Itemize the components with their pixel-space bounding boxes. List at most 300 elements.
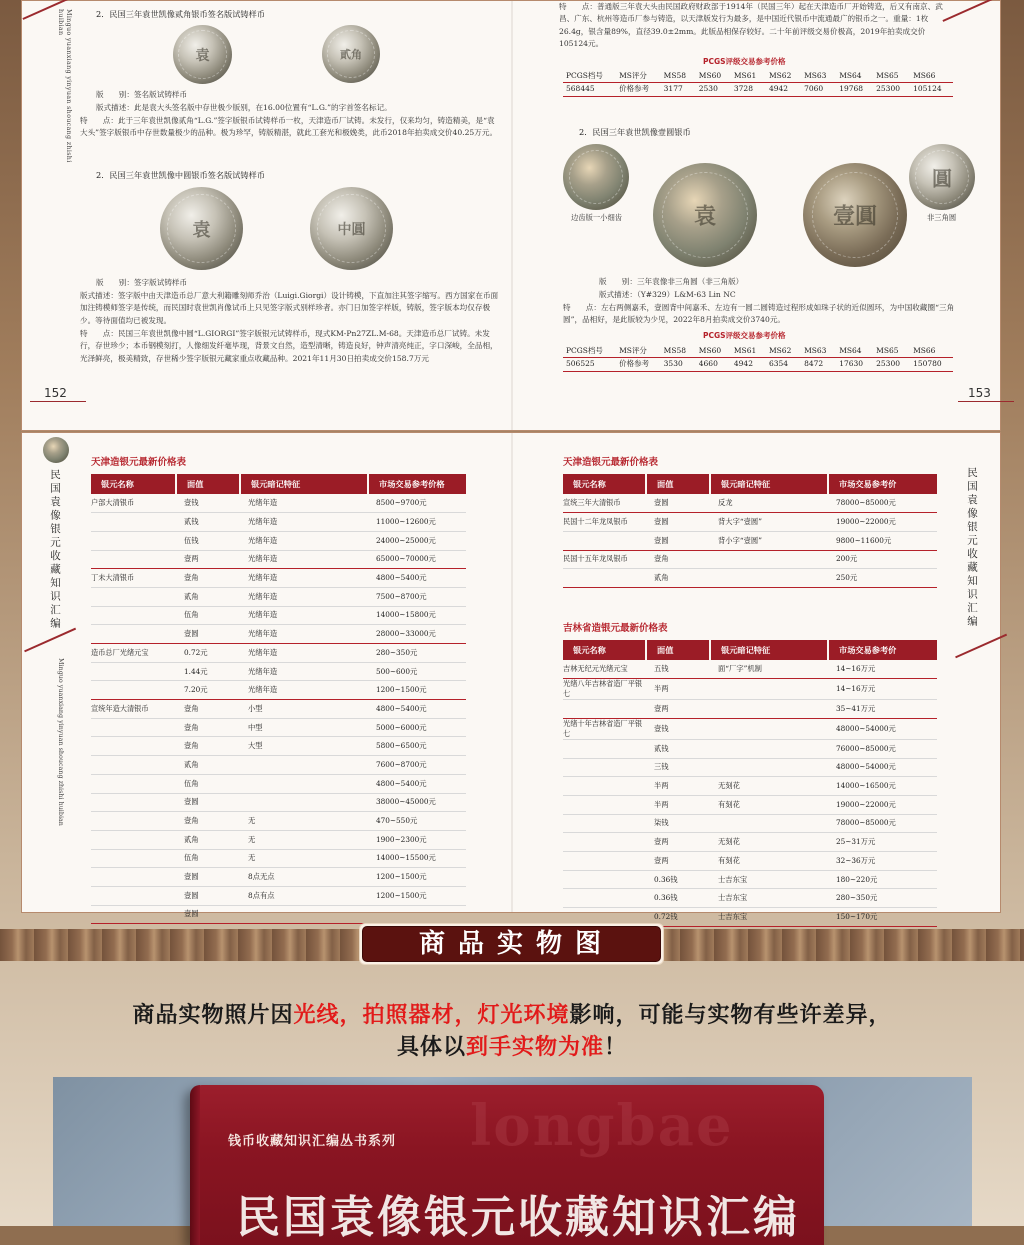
table-row [91,513,466,532]
book-cover [190,1085,824,1245]
table-row [91,868,466,887]
price-cell: 280~350元 [828,889,937,908]
pcgs-table-title: PCGS评级交易参考价格 [703,331,786,340]
mark-feature-cell: 光绪年造 [240,606,368,625]
denomination-cell: 伍角 [176,849,240,868]
image-caption: 边齿版一小细齿 [571,213,623,222]
table-header-cell: 银元暗记特征 [710,474,828,494]
mark-feature-cell: 有刻花 [710,852,828,871]
coin-name-cell [563,852,646,871]
table-cell: 4942 [733,359,753,369]
page-152 [22,1,511,430]
price-cell: 200元 [828,550,937,569]
vertical-running-header: Minguo yuanxiang yinyuan shoucang zhishi huibian [57,9,73,163]
table-cell: 25300 [876,359,900,369]
price-cell: 7600~8700元 [368,756,466,775]
coin-name-cell [91,681,176,700]
table-row [91,569,466,588]
coin-name-cell: 民国十二年龙凤银币 [563,513,646,532]
mark-feature-cell: 背大字“壹圆” [710,513,828,532]
mark-feature-cell [710,700,828,719]
coin-name-cell [91,905,176,924]
table-header-cell: 市场交易参考价 [828,474,937,494]
corner-ornament [24,628,76,652]
denomination-cell: 伍角 [176,774,240,793]
coin-name-cell: 造币总厂光绪元宝 [91,644,176,663]
coin-name-cell [563,795,646,814]
mark-feature-cell: 反龙 [710,494,828,513]
coin-obverse-image: 袁 [653,163,757,267]
denomination-cell: 壹角 [176,569,240,588]
table-cell: 价格参考 [619,84,650,94]
denomination-cell: 壹圆 [176,868,240,887]
mark-feature-cell: 光绪年造 [240,644,368,663]
mark-feature-cell: 光绪年造 [240,587,368,606]
table-header-cell: 面值 [176,474,240,494]
coin-name-cell [563,531,646,550]
corner-ornament [942,0,1001,21]
table-cell: 4660 [698,359,718,369]
table-row [563,739,937,758]
denomination-cell: 贰角 [646,569,710,588]
disclaimer-highlight: 到手实物为准 [465,1035,604,1060]
table-header-cell: MS64 [836,69,873,82]
item-feature: 特 点：此于三年袁世凯像贰角“L.G.”签字版银币试铸样币一枚，天津造币厂试铸。未发行，仅来均匀，铸造精美，是“袁大头”签字版银币中存世数量极少的品种。极为珍罕，铸版精湛，就此工套光和极娩类，此币2018年拍卖成交价40.25万元。 [80,116,498,138]
pcgs-table-title: PCGS评级交易参考价格 [703,57,786,66]
denomination-cell: 五钱 [646,660,710,679]
mark-feature-cell: 大型 [240,737,368,756]
table-header-cell: 银元名称 [91,474,176,494]
coin-detail-image: 圓 [909,144,975,210]
price-cell: 19000~22000元 [828,795,937,814]
denomination-cell: 半两 [646,679,710,700]
page-153 [513,1,1000,430]
denomination-cell: 贰角 [176,756,240,775]
disclaimer-text: 具体以 [396,1035,466,1060]
table-header-cell: MS65 [873,344,910,357]
item-description: 版式描述：（Y#329）L&M-63 Lin NC [599,290,736,299]
mark-feature-cell [710,569,828,588]
item-variety: 版 别：签名版试铸样币 [96,90,188,99]
table-header-cell: 市场交易参考价 [828,640,937,660]
page-number: 152 [44,386,67,400]
price-cell: 14000~16500元 [828,777,937,796]
table-row [563,852,937,871]
mark-feature-cell: 光绪年造 [240,531,368,550]
table-row [91,531,466,550]
photo-disclaimer-line-1 [40,998,984,1029]
book-spread-price-tables [21,432,1001,921]
denomination-cell: 1.44元 [176,662,240,681]
table-row [91,756,466,775]
coin-name-cell [91,606,176,625]
coin-name-cell: 宣统年造大清银币 [91,700,176,719]
mark-feature-cell: 光绪年造 [240,550,368,569]
mark-feature-cell: 无刻花 [710,833,828,852]
table-header-cell: 面值 [646,640,710,660]
price-table-page-left [22,433,511,919]
coin-name-cell [563,700,646,719]
item-feature: 特 点：左右两侧嘉禾，壹圆背中间嘉禾、左边有一圆二圆铸造过程形成如珠子状的近似圆环，为中国收藏圈“三角圆”，品相好，是此版较为少见，2022年8月拍卖成交价3740元。 [563,303,955,325]
denomination-cell: 7.20元 [176,681,240,700]
price-cell: 5800~6500元 [368,737,466,756]
price-cell: 76000~85000元 [828,739,937,758]
table-header-cell: MS63 [801,344,836,357]
table-row [91,737,466,756]
coin-name-cell: 吉林无纪元光绪元宝 [563,660,646,679]
table-cell: 价格参考 [619,359,650,369]
denomination-cell: 壹角 [176,718,240,737]
table-row [563,513,937,532]
table-row [563,569,937,588]
table-cell: 3177 [663,84,683,94]
table-header-cell: 市场交易参考价格 [368,474,466,494]
table-row [563,550,937,569]
coin-name-cell: 光绪十年吉林省造厂平银七 [563,718,646,739]
denomination-cell: 壹角 [176,737,240,756]
coin-name-cell [91,550,176,569]
table-row [563,814,937,833]
price-cell: 35~41万元 [828,700,937,719]
table-cell: 17630 [839,359,864,369]
item-title: 2．民国三年袁世凯像贰角银币签名版试铸样币 [96,9,265,19]
denomination-cell: 伍角 [176,606,240,625]
table-row [91,700,466,719]
price-cell: 4800~5400元 [368,774,466,793]
price-cell: 7500~8700元 [368,587,466,606]
coin-obverse-image: 袁 [160,187,243,270]
denomination-cell: 贰钱 [646,739,710,758]
table-header-cell: MS58 [661,69,696,82]
item-feature: 特 点：民国三年袁世凯像中圆“L.GIORGI”签字版银元试铸样币，现式KM-Pn27ZL.M-68。天津造币总厂试铸。未发行，存世珍少；本币钢模刻打，人像细发纤毫毕现，背景文自然，造型清晰，铸造良好，钟声清亮纯正，字口深峻，全品相，光泽鲜亮，极美精致，存世稀少签字版银元藏家重点收藏品种。2021年11月30日拍卖成交价158.7万元 [80,329,498,363]
price-cell: 32~36万元 [828,852,937,871]
mark-feature-cell [710,814,828,833]
mark-feature-cell: 8点无点 [240,868,368,887]
price-cell: 280~350元 [368,644,466,663]
denomination-cell: 壹钱 [176,494,240,513]
coin-name-cell [563,833,646,852]
item-description: 版式描述：签字版中由天津造币总厂意大利籍雕刻师乔治（Luigi.Giorgi）设计铸模，下直加注其签字缩写。西方国家在币面加注铸模师签字是传统，而民国时袁世凯肖像试币上只见签字版式别样珍者。亦门日加签字样版，铸版，签字版本均仅存极少。等待面值均已被发现。 [80,291,499,325]
table-row [563,795,937,814]
price-cell: 14~16万元 [828,660,937,679]
price-cell: 8500~9700元 [368,494,466,513]
table-cell: 105124 [913,84,942,94]
item-variety: 版 别：签字版试铸样币 [96,278,188,287]
denomination-cell: 壹圆 [646,494,710,513]
denomination-cell: 贰角 [176,587,240,606]
denomination-cell: 壹圆 [646,531,710,550]
table-header-cell: MS评分 [616,69,661,82]
coin-name-cell [91,793,176,812]
table-row [91,849,466,868]
vertical-book-title: 民国袁像银元收藏知识汇编 [49,469,61,631]
mark-feature-cell: 面“厂字”机制 [710,660,828,679]
denomination-cell: 壹角 [646,550,710,569]
table-header-cell: MS60 [696,344,731,357]
table-header-cell: 面值 [646,474,710,494]
table-header-cell: MS62 [766,69,801,82]
table-cell: 7060 [804,84,824,94]
mark-feature-cell: 光绪年造 [240,494,368,513]
table-row [563,777,937,796]
corner-ornament [955,634,1007,658]
table-row [563,679,937,700]
price-cell [368,905,466,924]
mark-feature-cell: 有刻花 [710,795,828,814]
mark-feature-cell: 无刻花 [710,777,828,796]
price-cell: 48000~54000元 [828,718,937,739]
mark-feature-cell [240,793,368,812]
table-cell: 19768 [839,84,864,94]
denomination-cell: 三钱 [646,758,710,777]
denomination-cell: 贰角 [176,830,240,849]
tianjin-price-table [91,474,466,924]
mark-feature-cell: 8点有点 [240,886,368,905]
pcgs-price-table [563,69,953,95]
denomination-cell: 贰钱 [176,513,240,532]
book-spine-edge [190,1085,200,1245]
table-cell: 568445 [566,84,595,94]
table-cell: 3728 [733,84,753,94]
denomination-cell: 壹角 [176,812,240,831]
table-header-cell: MS评分 [616,344,661,357]
mark-feature-cell: 小型 [240,700,368,719]
price-cell: 1200~1500元 [368,868,466,887]
table-header-cell: 银元名称 [563,474,646,494]
price-cell: 4800~5400元 [368,569,466,588]
price-cell: 5000~6000元 [368,718,466,737]
book-cover-title: 民国袁像银元收藏知识汇编 [236,1192,800,1243]
table-row [91,550,466,569]
table-row [91,644,466,663]
price-cell: 14000~15500元 [368,849,466,868]
table-header-cell: MS60 [696,69,731,82]
mark-feature-cell: 光绪年造 [240,625,368,644]
coin-name-cell [91,513,176,532]
price-cell: 48000~54000元 [828,758,937,777]
denomination-cell: 壹圆 [176,793,240,812]
table-header-cell: PCGS档号 [563,69,616,82]
table-row [91,587,466,606]
table-row [563,718,937,739]
book-spread-pages-152-153 [21,0,1001,431]
table-row [563,889,937,908]
table-header-cell: MS63 [801,69,836,82]
table-row [91,662,466,681]
table-row [91,681,466,700]
mark-feature-cell [710,550,828,569]
denomination-cell: 壹圆 [646,513,710,532]
mark-feature-cell: 无 [240,812,368,831]
denomination-cell: 半两 [646,777,710,796]
price-cell: 180~220元 [828,870,937,889]
coin-name-cell [563,889,646,908]
item-variety: 版 别：三年袁像非三角圆（非三角版） [599,277,744,286]
coin-name-cell [91,625,176,644]
table-header-cell: MS61 [731,344,766,357]
vertical-book-title: 民国袁像银元收藏知识汇编 [966,467,978,629]
coin-name-cell [91,774,176,793]
denomination-cell: 0.36钱 [646,870,710,889]
coin-name-cell: 宣统三年大清银币 [563,494,646,513]
table-cell: 8472 [804,359,824,369]
price-cell: 38000~45000元 [368,793,466,812]
price-cell: 470~550元 [368,812,466,831]
price-cell: 14000~15800元 [368,606,466,625]
price-cell: 250元 [828,569,937,588]
table-header-cell: MS65 [873,69,910,82]
item-feature: 特 点：普通版三年袁大头由民国政府财政部于1914年（民国三年）起在天津造币厂开始铸造，后又有南京、武昌、广东、杭州等造币厂参与铸造，以天津版发行为最多，是中国近代银币中流通最广的银币之一。重量：1枚26.4g，银含量89%，直径39.0±2mm。此版品相保存较好。二十年前评级交易价极高，2019年拍卖成交价105124元。 [559,2,943,49]
price-cell: 150~170元 [828,908,937,927]
mark-feature-cell [240,774,368,793]
table-rule [563,371,953,372]
disclaimer-text: ！ [604,1035,628,1060]
image-caption: 非三角圆 [927,213,957,222]
coin-edge-detail-image [563,144,629,210]
product-photo [53,1077,972,1243]
denomination-cell: 半两 [646,795,710,814]
coin-name-cell [91,531,176,550]
coin-name-cell [563,777,646,796]
table-cell: 2530 [698,84,718,94]
table-row [563,531,937,550]
coin-name-cell: 民国十五年龙凤银币 [563,550,646,569]
table-cell: 6354 [768,359,789,369]
page-number-rule [958,401,1014,402]
mark-feature-cell [710,758,828,777]
section-banner-title: 商品实物图 [362,926,661,962]
item-title: 2．民国三年袁世凯像壹圆银币 [579,127,691,137]
table-header-cell: MS64 [836,344,873,357]
table-row [91,812,466,831]
mark-feature-cell [240,756,368,775]
denomination-cell: 0.72钱 [646,908,710,927]
mark-feature-cell [710,679,828,700]
coin-name-cell: 户部大清银币 [91,494,176,513]
denomination-cell: 壹两 [646,700,710,719]
item-title: 2．民国三年袁世凯像中圆银币签名版试铸样币 [96,170,265,180]
mark-feature-cell: 中型 [240,718,368,737]
table-header-cell: 银元暗记特征 [240,474,368,494]
table-row [563,660,937,679]
page-number: 153 [968,386,991,400]
mark-feature-cell: 光绪年造 [240,513,368,532]
coin-name-cell [563,739,646,758]
price-table-page-right [513,433,1000,921]
price-cell: 500~600元 [368,662,466,681]
coin-reverse-image: 貳角 [322,25,380,83]
item-description: 版式描述：此是袁大头签名版中存世极少版别，在16.00位置有“L.G.”的字首签名标记。 [96,103,392,112]
table-cell: 3530 [663,359,683,369]
mark-feature-cell [240,905,368,924]
coin-name-cell [91,718,176,737]
table-cell: 506525 [566,359,595,369]
table-row [91,718,466,737]
price-cell: 24000~25000元 [368,531,466,550]
table-row [91,886,466,905]
denomination-cell: 0.72元 [176,644,240,663]
mark-feature-cell [710,718,828,739]
table-row [91,625,466,644]
coin-name-cell [563,814,646,833]
coin-name-cell [91,849,176,868]
mark-feature-cell: 无 [240,830,368,849]
mark-feature-cell: 士吉东宝 [710,889,828,908]
coin-name-cell [563,569,646,588]
price-cell: 19000~22000元 [828,513,937,532]
mark-feature-cell [710,739,828,758]
coin-name-cell [91,868,176,887]
price-cell: 4800~5400元 [368,700,466,719]
coin-name-cell [563,758,646,777]
coin-name-cell [91,812,176,831]
coin-name-cell [91,756,176,775]
coin-name-cell [91,587,176,606]
page-number-rule [30,401,86,402]
jilin-price-table [563,640,937,927]
table-cell: 25300 [876,84,900,94]
price-cell: 65000~70000元 [368,550,466,569]
mark-feature-cell: 背小字“壹圆” [710,531,828,550]
table-row [91,905,466,924]
price-table-title: 天津造银元最新价格表 [563,457,659,468]
coin-reverse-image: 壹圓 [803,163,907,267]
coin-name-cell [91,886,176,905]
table-row [563,758,937,777]
table-header-cell: MS58 [661,344,696,357]
denomination-cell: 壹圆 [176,886,240,905]
price-cell: 9800~11600元 [828,531,937,550]
disclaimer-text: 商品实物照片因 [132,1003,294,1028]
price-cell: 78000~85000元 [828,814,937,833]
coin-obverse-image: 袁 [173,25,232,84]
coin-emblem-icon [43,437,69,463]
denomination-cell: 壹圆 [176,905,240,924]
price-table-title: 吉林省造银元最新价格表 [563,623,668,634]
table-row [91,774,466,793]
coin-name-cell: 光绪八年吉林省造厂平银七 [563,679,646,700]
denomination-cell: 伍钱 [176,531,240,550]
price-table-title: 天津造银元最新价格表 [91,457,187,468]
table-header-cell: 银元暗记特征 [710,640,828,660]
photo-disclaimer-line-2 [40,1030,984,1061]
mark-feature-cell: 士吉东宝 [710,908,828,927]
table-cell: 150780 [913,359,942,369]
price-cell: 25~31万元 [828,833,937,852]
coin-reverse-image: 中圓 [310,187,393,270]
table-row [91,494,466,513]
denomination-cell: 壹两 [646,852,710,871]
table-row [91,830,466,849]
table-row [563,870,937,889]
coin-name-cell [91,830,176,849]
denomination-cell: 壹钱 [646,718,710,739]
table-cell: 4942 [768,84,789,94]
vertical-running-header: Minguo yuanxiang yinyuan shoucang zhishi huibian [57,658,65,826]
coin-name-cell [91,737,176,756]
mark-feature-cell: 无 [240,849,368,868]
denomination-cell: 0.36钱 [646,889,710,908]
denomination-cell: 柒钱 [646,814,710,833]
table-header-cell: 银元名称 [563,640,646,660]
mark-feature-cell: 光绪年造 [240,662,368,681]
tianjin-price-table-continued [563,474,937,588]
price-cell: 1200~1500元 [368,681,466,700]
price-cell: 1900~2300元 [368,830,466,849]
price-cell: 28000~33000元 [368,625,466,644]
table-row [91,793,466,812]
table-header-cell: MS66 [910,344,953,357]
